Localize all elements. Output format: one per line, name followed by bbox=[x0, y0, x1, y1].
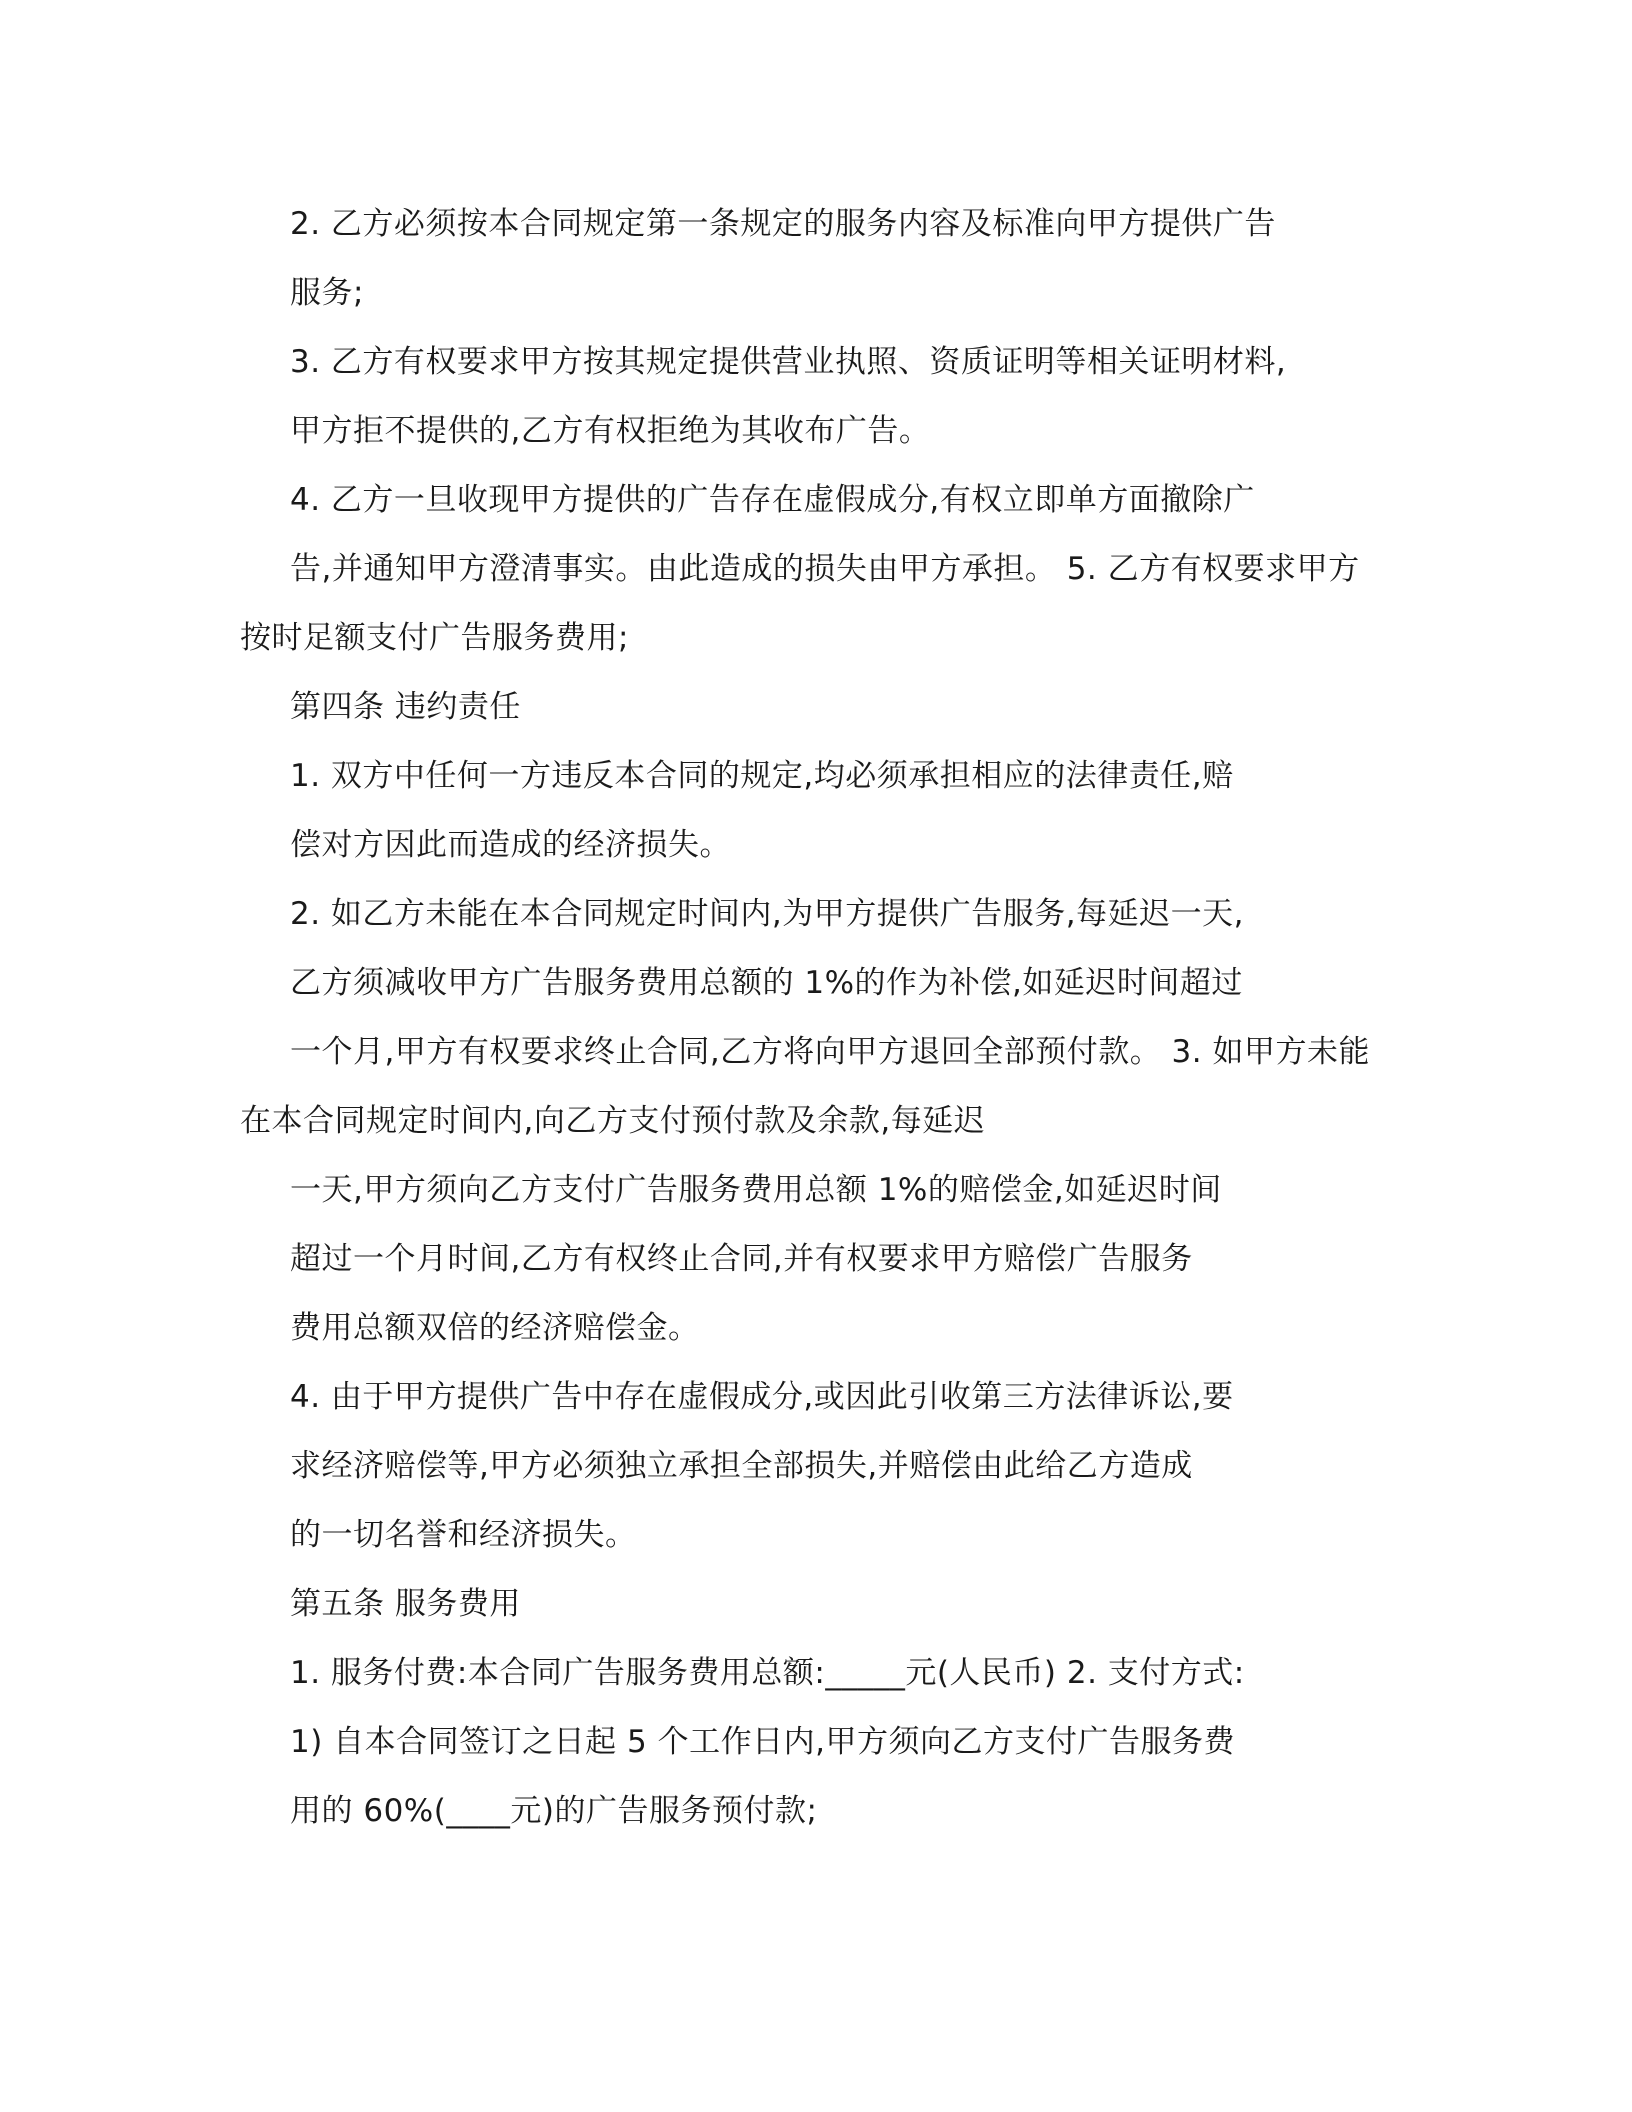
text-line: 乙方须减收甲方广告服务费用总额的 1%的作为补偿,如延迟时间超过 bbox=[290, 965, 1243, 1001]
text-line: 1. 双方中任何一方违反本合同的规定,均必须承担相应的法律责任,赔 bbox=[290, 758, 1234, 794]
text-line: 一个月,甲方有权要求终止合同,乙方将向甲方退回全部预付款。 3. 如甲方未能 bbox=[290, 1034, 1370, 1070]
text-line: 告,并通知甲方澄清事实。由此造成的损失由甲方承担。 5. 乙方有权要求甲方 bbox=[290, 551, 1360, 587]
text-line: 用的 60%(____元)的广告服务预付款; bbox=[290, 1793, 818, 1829]
text-line: 一天,甲方须向乙方支付广告服务费用总额 1%的赔偿金,如延迟时间 bbox=[290, 1172, 1222, 1208]
text-line: 4. 由于甲方提供广告中存在虚假成分,或因此引收第三方法律诉讼,要 bbox=[290, 1379, 1234, 1415]
text-line: 按时足额支付广告服务费用; bbox=[240, 620, 629, 656]
text-line: 在本合同规定时间内,向乙方支付预付款及余款,每延迟 bbox=[240, 1103, 986, 1139]
section-heading: 第五条 服务费用 bbox=[290, 1586, 521, 1622]
text-line: 1) 自本合同签订之日起 5 个工作日内,甲方须向乙方支付广告服务费 bbox=[290, 1724, 1235, 1760]
text-line: 服务; bbox=[290, 275, 364, 311]
text-line: 1. 服务付费:本合同广告服务费用总额:_____元(人民币) 2. 支付方式: bbox=[290, 1655, 1245, 1691]
text-line: 2. 乙方必须按本合同规定第一条规定的服务内容及标准向甲方提供广告 bbox=[290, 206, 1276, 242]
text-line: 甲方拒不提供的,乙方有权拒绝为其收布广告。 bbox=[290, 413, 931, 449]
text-line: 费用总额双倍的经济赔偿金。 bbox=[290, 1310, 700, 1346]
text-line: 4. 乙方一旦收现甲方提供的广告存在虚假成分,有权立即单方面撤除广 bbox=[290, 482, 1255, 518]
text-line: 超过一个月时间,乙方有权终止合同,并有权要求甲方赔偿广告服务 bbox=[290, 1241, 1193, 1277]
section-heading: 第四条 违约责任 bbox=[290, 689, 521, 725]
text-line: 求经济赔偿等,甲方必须独立承担全部损失,并赔偿由此给乙方造成 bbox=[290, 1448, 1193, 1484]
text-line: 的一切名誉和经济损失。 bbox=[290, 1517, 637, 1553]
text-line: 偿对方因此而造成的经济损失。 bbox=[290, 827, 731, 863]
text-line: 3. 乙方有权要求甲方按其规定提供营业执照、资质证明等相关证明材料, bbox=[290, 344, 1287, 380]
text-line: 2. 如乙方未能在本合同规定时间内,为甲方提供广告服务,每延迟一天, bbox=[290, 896, 1244, 932]
